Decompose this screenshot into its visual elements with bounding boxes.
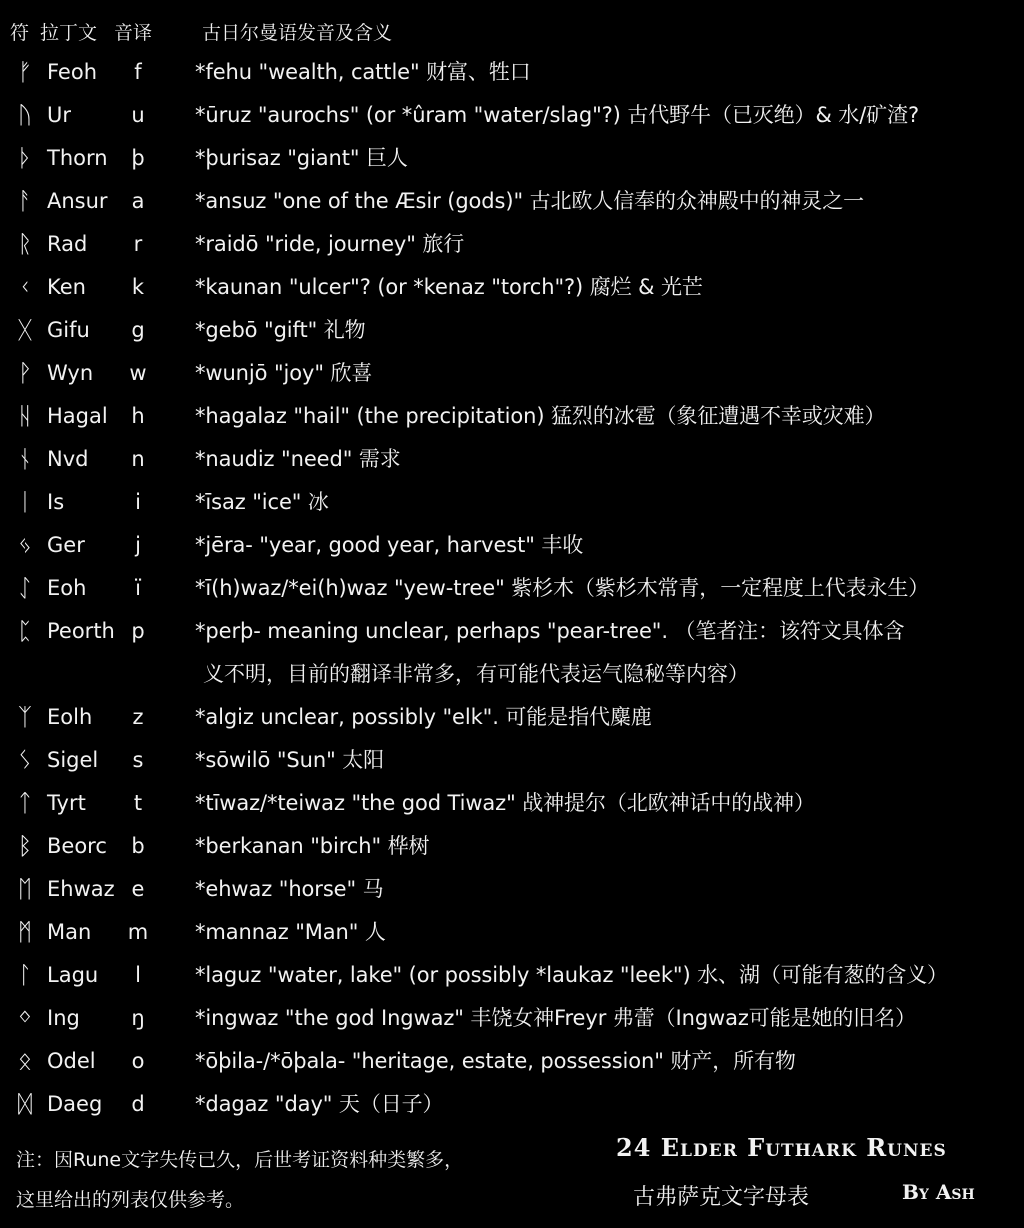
table-row (0, 445, 1024, 488)
rune-transliteration: u (131, 103, 145, 127)
table-row (0, 230, 1024, 273)
rune-meaning: *berkanan "birch" 桦树 (195, 834, 430, 858)
rune-meaning: *ūruz "aurochs" (or *ûram "water/slag"?) 古代野牛（已灭绝）& 水/矿渣? (195, 103, 920, 127)
table-row (0, 746, 1024, 789)
rune-glyph: ᚷ (17, 316, 33, 344)
footer-note-line1: 注：因Rune文字失传已久，后世考证资料种类繁多， (16, 1149, 464, 1171)
table-row (0, 1090, 1024, 1133)
table-row (0, 488, 1024, 531)
rune-transliteration: w (129, 361, 147, 385)
table-row (0, 58, 1024, 101)
rune-name: Man (47, 920, 92, 944)
rune-meaning: *kaunan "ulcer"? (or *kenaz "torch"?) 腐烂 & 光芒 (195, 275, 703, 299)
rune-glyph: ᛟ (17, 1047, 33, 1075)
rune-meaning: *ehwaz "horse" 马 (195, 877, 384, 901)
rune-name: Eoh (47, 576, 87, 600)
rune-name: Ur (47, 103, 72, 127)
rune-transliteration: s (132, 748, 144, 772)
table-row (0, 273, 1024, 316)
rune-glyph: ᛒ (17, 832, 33, 860)
table-row (0, 703, 1024, 746)
table-row (0, 402, 1024, 445)
table-row (0, 359, 1024, 402)
rune-transliteration: k (131, 275, 145, 299)
rune-glyph: ᚱ (17, 230, 33, 258)
rune-transliteration: i (135, 490, 141, 514)
table-row (0, 187, 1024, 230)
rune-transliteration: g (131, 318, 145, 342)
table-row (0, 531, 1024, 574)
rune-meaning: *tīwaz/*teiwaz "the god Tiwaz" 战神提尔（北欧神话中的战神） (195, 791, 815, 815)
table-row (0, 961, 1024, 1004)
rune-meaning: *īsaz "ice" 冰 (195, 490, 329, 514)
rune-transliteration: o (131, 1049, 145, 1073)
rune-glyph: ᚢ (17, 101, 33, 129)
table-header (0, 18, 1024, 46)
rune-meaning: *laguz "water, lake" (or possibly *laukaz "leek") 水、湖（可能有葱的含义） (195, 963, 948, 987)
rune-transliteration: b (131, 834, 145, 858)
rune-glyph: ᛃ (17, 531, 33, 559)
rune-name: Eolh (47, 705, 93, 729)
rune-name: Beorc (47, 834, 107, 858)
rune-transliteration: d (131, 1092, 145, 1116)
rune-glyph: ᚺ (17, 402, 33, 430)
rune-meaning: *wunjō "joy" 欣喜 (195, 361, 373, 385)
rune-name: Ansur (47, 189, 108, 213)
rune-meaning: *perþ- meaning unclear, perhaps "pear-tree". （笔者注：该符文具体含 (195, 619, 905, 643)
rune-transliteration: m (127, 920, 149, 944)
rune-transliteration: z (132, 705, 144, 729)
rune-name: Thorn (47, 146, 108, 170)
rune-glyph: ᚾ (17, 445, 33, 473)
rune-meaning: *þurisaz "giant" 巨人 (195, 146, 408, 170)
table-row (0, 1047, 1024, 1090)
rune-transliteration: j (135, 533, 141, 557)
table-row (0, 832, 1024, 875)
rune-name: Ger (47, 533, 85, 557)
rune-meaning: *sōwilō "Sun" 太阳 (195, 748, 384, 772)
rune-transliteration: þ (131, 146, 145, 170)
rune-meaning: *dagaz "day" 天（日子） (195, 1092, 444, 1116)
rune-meaning: *algiz unclear, possibly "elk". 可能是指代麋鹿 (195, 705, 652, 729)
rune-meaning: *fehu "wealth, cattle" 财富、牲口 (195, 60, 531, 84)
rune-name: Feoh (47, 60, 98, 84)
title-english: 24 Elder Futhark Runes (616, 1133, 947, 1162)
header-translit: 音译 (114, 22, 153, 44)
rune-meaning-continued: 义不明，目前的翻译非常多，有可能代表运气隐秘等内容） (203, 662, 749, 686)
table-row (0, 875, 1024, 918)
rune-transliteration: h (131, 404, 145, 428)
rune-glyph: ᛜ (17, 1004, 33, 1032)
rune-transliteration: t (133, 791, 143, 815)
header-rune: 符 (10, 22, 30, 44)
rune-transliteration: p (131, 619, 145, 643)
header-latin: 拉丁文 (40, 22, 98, 44)
rune-name: Odel (47, 1049, 96, 1073)
table-row (0, 789, 1024, 832)
rune-transliteration: ï (135, 576, 141, 600)
rune-glyph: ᛏ (17, 789, 33, 817)
table-row (0, 144, 1024, 187)
rune-meaning: *ansuz "one of the Æsir (gods)" 古北欧人信奉的众神殿中的神灵之一 (195, 189, 865, 213)
rune-name: Peorth (47, 619, 115, 643)
rune-name: Tyrt (47, 791, 86, 815)
rune-name: Ken (47, 275, 86, 299)
author-byline: By Ash (902, 1180, 975, 1204)
rune-name: Lagu (47, 963, 99, 987)
rune-glyph: ᚨ (17, 187, 33, 215)
table-row (0, 1004, 1024, 1047)
rune-glyph: ᛊ (17, 746, 33, 774)
rune-glyph: ᚹ (17, 359, 33, 387)
rune-meaning: *jēra- "year, good year, harvest" 丰收 (195, 533, 584, 557)
rune-meaning: *mannaz "Man" 人 (195, 920, 386, 944)
rune-transliteration: ŋ (131, 1006, 145, 1030)
rune-transliteration: f (134, 60, 142, 84)
table-row (0, 617, 1024, 686)
rune-glyph: ᚦ (17, 144, 33, 172)
rune-glyph: ᛇ (17, 574, 33, 602)
rune-meaning: *raidō "ride, journey" 旅行 (195, 232, 465, 256)
rune-glyph: ᛖ (17, 875, 33, 903)
rune-meaning: *ingwaz "the god Ingwaz" 丰饶女神Freyr 弗蕾（Ingwaz可能是她的旧名） (195, 1006, 917, 1030)
rune-glyph: ᛗ (17, 918, 33, 946)
rune-name: Is (47, 490, 65, 514)
rune-name: Sigel (47, 748, 99, 772)
rune-glyph: ᛈ (17, 617, 33, 645)
rune-name: Rad (47, 232, 88, 256)
rune-name: Daeg (47, 1092, 103, 1116)
rune-glyph: ᚠ (17, 58, 33, 86)
rune-meaning: *ī(h)waz/*ei(h)waz "yew-tree" 紫杉木（紫杉木常青，一定程度上代表永生） (195, 576, 930, 600)
header-meaning: 古日尔曼语发音及含义 (202, 22, 393, 44)
rune-transliteration: a (131, 189, 145, 213)
rune-name: Gifu (47, 318, 90, 342)
rune-transliteration: n (131, 447, 145, 471)
rune-meaning: *gebō "gift" 礼物 (195, 318, 366, 342)
rune-transliteration: l (135, 963, 141, 987)
rune-name: Wyn (47, 361, 94, 385)
table-row (0, 918, 1024, 961)
rune-glyph: ᛉ (17, 703, 33, 731)
rune-transliteration: e (131, 877, 145, 901)
rune-glyph: ᚲ (17, 273, 33, 301)
table-row (0, 574, 1024, 617)
rune-meaning: *naudiz "need" 需求 (195, 447, 401, 471)
rune-name: Nvd (47, 447, 89, 471)
rune-glyph: ᛞ (17, 1090, 33, 1118)
footer-note-line2: 这里给出的列表仅供参考。 (16, 1189, 245, 1211)
rune-name: Ing (47, 1006, 80, 1030)
rune-name: Ehwaz (47, 877, 115, 901)
rune-meaning: *hagalaz "hail" (the precipitation) 猛烈的冰雹（象征遭遇不幸或灾难） (195, 404, 886, 428)
table-row (0, 101, 1024, 144)
rune-meaning: *ōþila-/*ōþala- "heritage, estate, possession" 财产，所有物 (195, 1049, 796, 1073)
rune-transliteration: r (133, 232, 143, 256)
rune-name: Hagal (47, 404, 108, 428)
table-row (0, 316, 1024, 359)
rune-glyph: ᛚ (17, 961, 33, 989)
rune-glyph: ᛁ (17, 488, 33, 516)
title-chinese: 古弗萨克文字母表 (633, 1185, 810, 1210)
